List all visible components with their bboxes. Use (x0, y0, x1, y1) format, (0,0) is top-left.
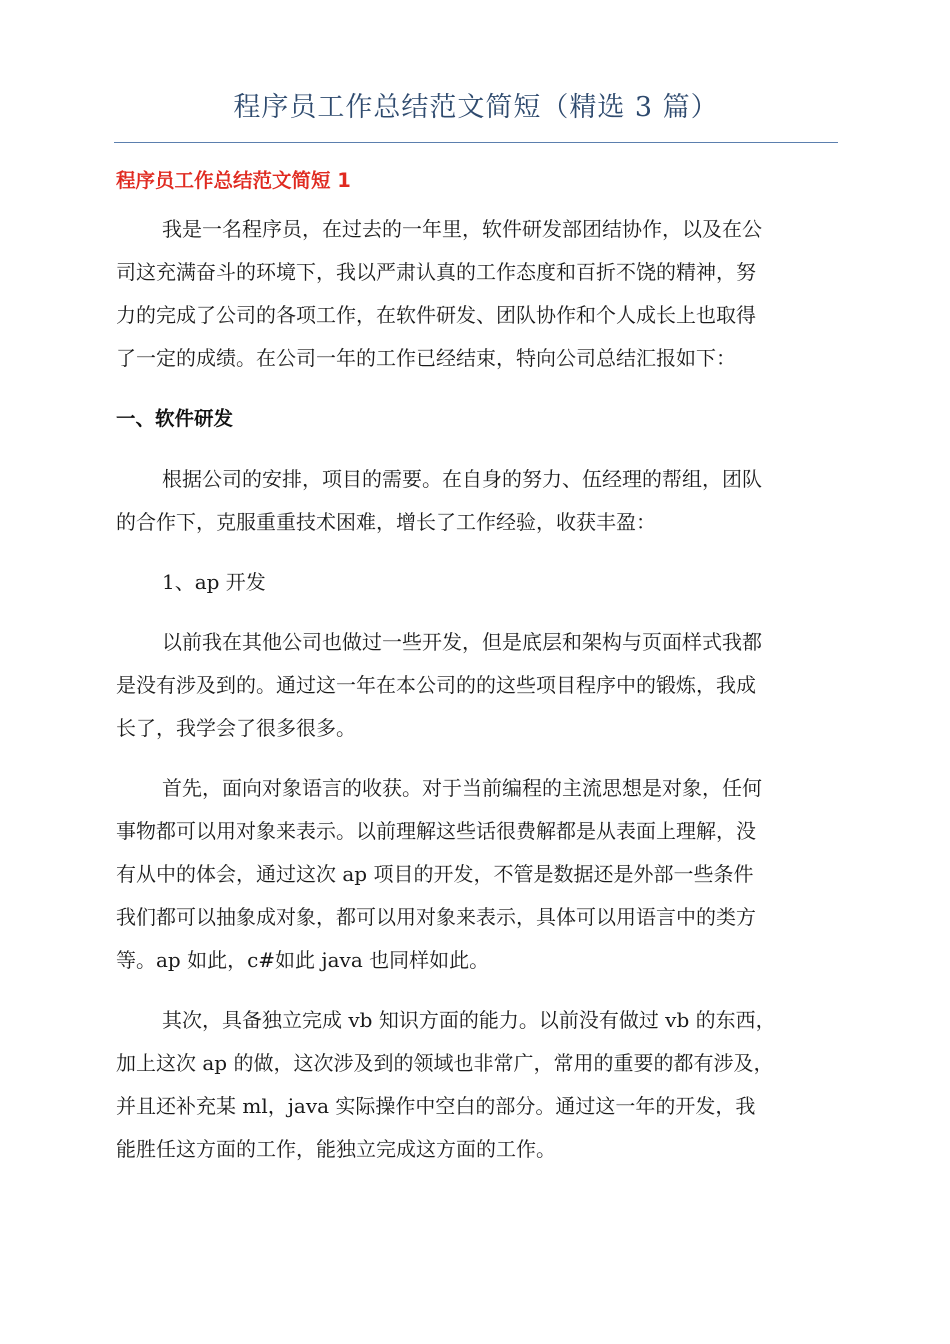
paragraph-line: 能胜任这方面的工作，能独立完成这方面的工作。 (116, 1137, 556, 1161)
paragraph-line: 并且还补充某 ml，java 实际操作中空白的部分。通过这一年的开发，我 (116, 1094, 756, 1118)
section-title: 程序员工作总结范文简短 1 (116, 169, 351, 192)
paragraph-line: 其次，具备独立完成 vb 知识方面的能力。以前没有做过 vb 的东西， (162, 1008, 776, 1032)
list-item: 1、ap 开发 (162, 570, 266, 594)
subheading: 一、软件研发 (116, 407, 234, 430)
paragraph-line: 首先，面向对象语言的收获。对于当前编程的主流思想是对象，任何 (162, 776, 762, 800)
paragraph-line: 有从中的体会，通过这次 ap 项目的开发，不管是数据还是外部一些条件 (116, 862, 754, 886)
paragraph-line: 力的完成了公司的各项工作，在软件研发、团队协作和个人成长上也取得 (116, 303, 756, 327)
paragraph-line: 我是一名程序员，在过去的一年里，软件研发部团结协作，以及在公 (162, 217, 762, 241)
paragraph-line: 是没有涉及到的。通过这一年在本公司的的这些项目程序中的锻炼，我成 (116, 673, 756, 697)
paragraph-line: 事物都可以用对象来表示。以前理解这些话很费解都是从表面上理解，没 (116, 819, 756, 843)
paragraph-line: 了一定的成绩。在公司一年的工作已经结束，特向公司总结汇报如下： (116, 346, 736, 370)
paragraph-line: 等。ap 如此，c#如此 java 也同样如此。 (116, 948, 490, 972)
title-divider (114, 142, 838, 143)
paragraph-line: 的合作下，克服重重技术困难，增长了工作经验，收获丰盈： (116, 510, 656, 534)
paragraph-line: 以前我在其他公司也做过一些开发，但是底层和架构与页面样式我都 (162, 630, 762, 654)
paragraph-line: 加上这次 ap 的做，这次涉及到的领域也非常广，常用的重要的都有涉及， (116, 1051, 774, 1075)
paragraph-line: 司这充满奋斗的环境下，我以严肃认真的工作态度和百折不饶的精神，努 (116, 260, 756, 284)
document-title: 程序员工作总结范文简短（精选 3 篇） (233, 92, 719, 123)
paragraph-line: 长了，我学会了很多很多。 (116, 716, 356, 740)
paragraph-line: 我们都可以抽象成对象，都可以用对象来表示，具体可以用语言中的类方 (116, 905, 756, 929)
paragraph-line: 根据公司的安排，项目的需要。在自身的努力、伍经理的帮组，团队 (162, 467, 762, 491)
